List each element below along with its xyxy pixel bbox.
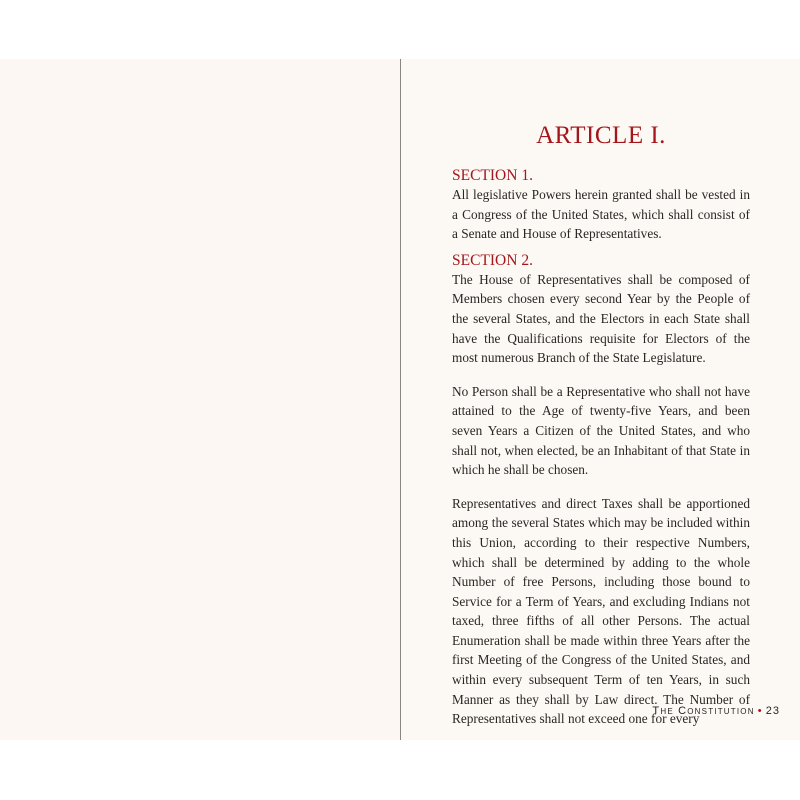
page-footer	[452, 705, 780, 717]
page-number: 23	[765, 705, 780, 717]
section-heading: SECTION 1.	[452, 167, 533, 184]
paragraph: No Person shall be a Representative who shall not have attained to the Age of twenty-five Years, and been seven Years a Citizen of the United States, and who shall not, when elected, be an Inhabitant of that State in which he shall be chosen.	[452, 383, 750, 478]
paragraph: Representatives and direct Taxes shall be apportioned among the several States which may be included within this Union, according to their respective Numbers, which shall be determined by adding to the whole Number of free Persons, including those bound to Service for a Term of Years, and excluding Indians not taxed, three fifths of all other Persons. The actual Enumeration shall be made within three Years after the first Meeting of the Congress of the United States, and within every subsequent Term of ten Years, in such Manner as they shall by Law direct. The Number of Representatives shall not exceed one for every	[452, 495, 750, 727]
section-2	[452, 252, 750, 729]
paragraph: All legislative Powers herein granted shall be vested in a Congress of the United States, which shall consist of a Senate and House of Representatives.	[452, 187, 750, 242]
article-title: ARTICLE I.	[536, 122, 666, 149]
left-page	[0, 59, 400, 740]
section-heading: SECTION 2.	[452, 251, 533, 269]
paragraph: The House of Representatives shall be composed of Members chosen every second Year by the People of the several States, and the Electors in each State shall have the Qualifications requisite for Electors of the most numerous Branch of the State Legislature.	[452, 271, 750, 366]
separator-dot: •	[757, 705, 763, 717]
page-text-block	[452, 59, 750, 737]
running-title: The Constitution	[652, 705, 755, 717]
section-1	[452, 167, 750, 244]
